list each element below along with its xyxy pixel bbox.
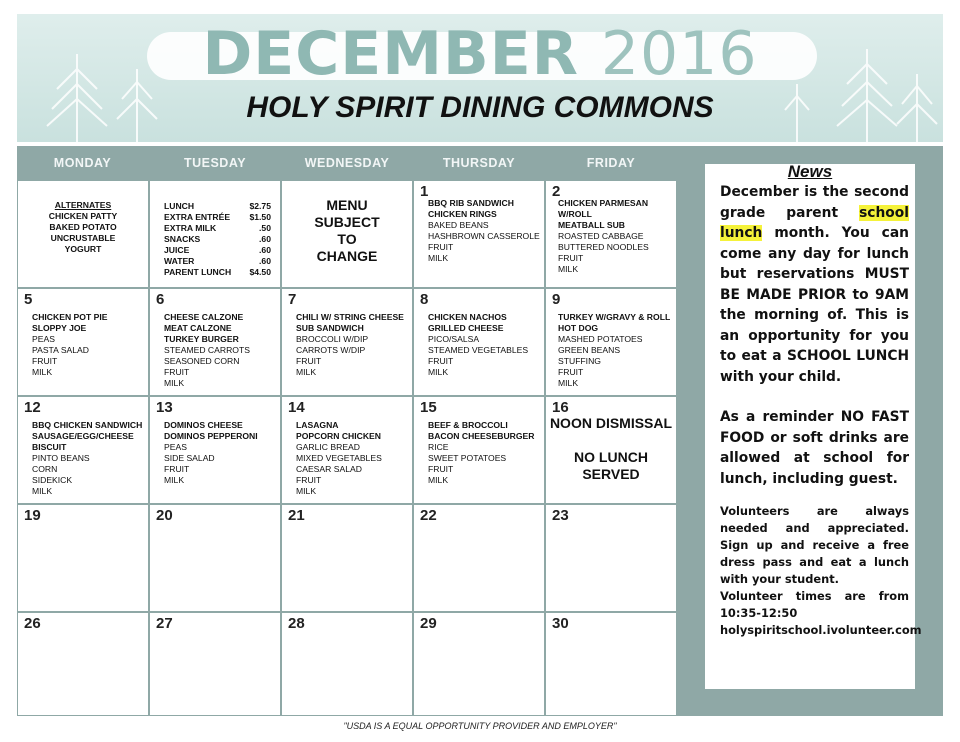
side: ROASTED CABBAGE: [558, 231, 644, 241]
price-row: [164, 245, 271, 256]
calendar-cell-day-29: [414, 613, 544, 715]
notice-line: SERVED: [582, 466, 640, 482]
side: FRUIT: [296, 356, 322, 366]
day-number: 28: [288, 615, 305, 632]
entree: MEATBALL SUB: [558, 220, 625, 230]
price-value: $1.50: [249, 212, 271, 222]
day-number: 7: [288, 291, 297, 308]
side: FRUIT: [164, 464, 190, 474]
day-number: 21: [288, 507, 305, 524]
side: CAESAR SALAD: [296, 464, 362, 474]
weekday-header-wednesday: WEDNESDAY: [304, 156, 390, 170]
entree: HOT DOG: [558, 323, 599, 333]
menu-items: [428, 312, 528, 378]
price-item: PARENT LUNCH: [164, 267, 232, 277]
side: MILK: [296, 367, 317, 377]
day-number: 20: [156, 507, 173, 524]
alternates-list: [18, 200, 148, 255]
calendar-cell-day-5: [18, 289, 148, 395]
entree: CHICKEN NACHOS: [428, 312, 507, 322]
side: MILK: [164, 475, 185, 485]
day-number: 13: [156, 399, 173, 416]
menu-items: [296, 420, 382, 497]
calendar-cell-day-6: [150, 289, 280, 395]
side: FRUIT: [558, 367, 584, 377]
list-item: UNCRUSTABLE: [50, 233, 116, 243]
price-value: .60: [259, 234, 271, 244]
notice-line: MENU: [326, 197, 368, 213]
alternates-heading: ALTERNATES: [54, 200, 112, 210]
day-number: 30: [552, 615, 569, 632]
entree: BACON CHEESEBURGER: [428, 431, 535, 441]
menu-items: [428, 198, 540, 264]
day-number: 15: [420, 399, 437, 416]
entree: CHICKEN POT PIE: [32, 312, 108, 322]
side: GARLIC BREAD: [296, 442, 360, 452]
calendar-cell-day-19: [18, 505, 148, 611]
side: BUTTERED NOODLES: [558, 242, 649, 252]
page-title: HOLY SPIRIT DINING COMMONS: [246, 91, 714, 124]
year-label: 2016: [600, 19, 758, 89]
side: BROCCOLI W/DIP: [296, 334, 369, 344]
side: SIDE SALAD: [164, 453, 215, 463]
side: PINTO BEANS: [32, 453, 90, 463]
day-number: 8: [420, 291, 429, 308]
day-number: 9: [552, 291, 561, 308]
day-number: 23: [552, 507, 569, 524]
side: MILK: [558, 264, 579, 274]
month-label: DECEMBER: [202, 19, 579, 89]
menu-items: [32, 420, 142, 497]
calendar-cell-day-27: [150, 613, 280, 715]
calendar-cell-alternates: [18, 181, 148, 287]
calendar-cell-day-8: [414, 289, 544, 395]
side: MILK: [32, 486, 53, 496]
price-item: EXTRA ENTRÉE: [164, 212, 231, 222]
side: FRUIT: [32, 356, 58, 366]
calendar-cell-day-1: [414, 181, 544, 287]
header-banner: [17, 14, 943, 142]
side: MILK: [428, 253, 449, 263]
day-number: 2: [552, 183, 561, 200]
menu-items: [164, 420, 258, 486]
side: PASTA SALAD: [32, 345, 89, 355]
day-number: 6: [156, 291, 165, 308]
day-number: 27: [156, 615, 173, 632]
price-list: [164, 201, 271, 278]
calendar-cell-day-26: [18, 613, 148, 715]
price-row: [164, 212, 271, 223]
side: SIDEKICK: [32, 475, 73, 485]
side: MILK: [428, 367, 449, 377]
notice-line: SUBJECT: [314, 214, 380, 230]
side: MASHED POTATOES: [558, 334, 643, 344]
volunteer-link[interactable]: holyspiritschool.ivolunteer.com: [720, 623, 922, 637]
list-item: BAKED POTATO: [49, 222, 117, 232]
day-number: 12: [24, 399, 41, 416]
side: SWEET POTATOES: [428, 453, 507, 463]
entree: SAUSAGE/EGG/CHEESE: [32, 431, 134, 441]
entree: CHICKEN RINGS: [428, 209, 497, 219]
entree: W/ROLL: [558, 209, 592, 219]
side: MILK: [558, 378, 579, 388]
list-item: CHICKEN PATTY: [48, 211, 118, 221]
entree: SUB SANDWICH: [296, 323, 364, 333]
calendar-cell-menu-notice: [282, 181, 412, 287]
price-value: .50: [259, 223, 271, 233]
side: MIXED VEGETABLES: [296, 453, 382, 463]
side: FRUIT: [164, 367, 190, 377]
weekday-header-friday: FRIDAY: [586, 156, 636, 170]
news-title: News: [787, 162, 833, 181]
entree: MEAT CALZONE: [164, 323, 232, 333]
highlighted-text: school lunch: [720, 204, 909, 241]
side: PEAS: [164, 442, 187, 452]
menu-items: [296, 312, 404, 378]
calendar-cell-day-22: [414, 505, 544, 611]
day-number: 1: [420, 183, 429, 200]
price-value: .60: [259, 245, 271, 255]
news-paragraph-reminder: As a reminder NO FAST FOOD or soft drinks are allowed at school for lunch, including guest.: [720, 409, 909, 487]
price-row: [164, 267, 271, 278]
day-number: 5: [24, 291, 33, 308]
side: FRUIT: [296, 475, 322, 485]
day-number: 14: [288, 399, 305, 416]
news-text: December is the second grade parent: [720, 184, 909, 221]
calendar-cell-day-9: [546, 289, 676, 395]
menu-items: [428, 420, 534, 486]
calendar-cell-day-20: [150, 505, 280, 611]
side: MILK: [164, 378, 185, 388]
menu-notice: [282, 197, 412, 265]
side: CARROTS W/DIP: [296, 345, 366, 355]
price-item: SNACKS: [164, 234, 201, 244]
menu-items: [558, 312, 670, 389]
calendar-cell-day-13: [150, 397, 280, 503]
side: STEAMED CARROTS: [164, 345, 250, 355]
menu-items: [558, 198, 649, 275]
side: CORN: [32, 464, 58, 474]
list-item: YOGURT: [64, 244, 102, 254]
side: GREEN BEANS: [558, 345, 621, 355]
entree: BBQ CHICKEN SANDWICH: [32, 420, 143, 430]
entree: GRILLED CHEESE: [428, 323, 504, 333]
footer-disclaimer: "USDA IS A EQUAL OPPORTUNITY PROVIDER AND EMPLOYER": [343, 721, 617, 731]
entree: SLOPPY JOE: [32, 323, 87, 333]
price-item: JUICE: [164, 245, 190, 255]
calendar-cell-day-2: [546, 181, 676, 287]
side: STUFFING: [558, 356, 601, 366]
notice-line: CHANGE: [316, 248, 378, 264]
weekday-header-monday: MONDAY: [53, 156, 112, 170]
calendar-cell-day-12: [18, 397, 148, 503]
calendar-cell-day-21: [282, 505, 412, 611]
news-paragraph-parent-lunch: [720, 182, 909, 387]
menu-items: [164, 312, 250, 389]
side: FRUIT: [428, 356, 454, 366]
calendar-cell-day-7: [282, 289, 412, 395]
price-item: LUNCH: [164, 201, 195, 211]
price-value: .60: [259, 256, 271, 266]
price-row: [164, 223, 271, 234]
no-lunch-notice: [546, 449, 676, 483]
entree: TURKEY BURGER: [164, 334, 239, 344]
side: PICO/SALSA: [428, 334, 480, 344]
price-row: [164, 256, 271, 267]
entree: DOMINOS CHEESE: [164, 420, 243, 430]
side: MILK: [428, 475, 449, 485]
news-text: month. You can come any day for lunch but reservations MUST BE MADE PRIOR to 9AM the morning of. This is an opportunity for you to eat a SCHOOL LUNCH with your child.: [720, 225, 909, 385]
side: PEAS: [32, 334, 55, 344]
month-title: [17, 20, 943, 88]
news-paragraph-volunteers: Volunteers are always needed and appreciated. Sign up and receive a free dress pass and eat a lunch with your student.: [720, 504, 909, 586]
price-row: [164, 201, 271, 212]
price-row: [164, 234, 271, 245]
calendar-cell-day-30: [546, 613, 676, 715]
side: BAKED BEANS: [428, 220, 489, 230]
notice-line: TO: [337, 231, 357, 247]
entree: CHICKEN PARMESAN: [558, 198, 649, 208]
day-number: 19: [24, 507, 41, 524]
entree: DOMINOS PEPPERONI: [164, 431, 258, 441]
menu-items: [32, 312, 107, 378]
calendar-cell-day-15: [414, 397, 544, 503]
side: SEASONED CORN: [164, 356, 240, 366]
entree: POPCORN CHICKEN: [296, 431, 381, 441]
side: FRUIT: [428, 464, 454, 474]
side: STEAMED VEGETABLES: [428, 345, 529, 355]
day-number: 22: [420, 507, 437, 524]
news-panel: [705, 162, 922, 689]
side: RICE: [428, 442, 449, 452]
side: FRUIT: [428, 242, 454, 252]
noon-dismissal-notice: NOON DISMISSAL: [549, 415, 673, 431]
day-number: 29: [420, 615, 437, 632]
side: FRUIT: [558, 253, 584, 263]
news-paragraph-volunteer-times: Volunteer times are from 10:35-12:50: [720, 589, 909, 620]
calendar-cell-prices: [150, 181, 280, 287]
entree: BISCUIT: [32, 442, 67, 452]
calendar-cell-day-28: [282, 613, 412, 715]
entree: CHEESE CALZONE: [164, 312, 244, 322]
weekday-header-thursday: THURSDAY: [442, 156, 516, 170]
price-value: $2.75: [249, 201, 271, 211]
entree: LASAGNA: [296, 420, 339, 430]
entree: CHILI W/ STRING CHEESE: [296, 312, 404, 322]
price-item: EXTRA MILK: [164, 223, 217, 233]
entree: BBQ RIB SANDWICH: [428, 198, 514, 208]
weekday-header-tuesday: TUESDAY: [183, 156, 247, 170]
price-value: $4.50: [249, 267, 271, 277]
entree: BEEF & BROCCOLI: [428, 420, 508, 430]
notice-line: NO LUNCH: [574, 449, 648, 465]
day-number: 16: [552, 399, 569, 416]
calendar-cell-day-14: [282, 397, 412, 503]
calendar-cell-day-23: [546, 505, 676, 611]
side: MILK: [32, 367, 53, 377]
calendar-cell-day-16: [546, 397, 676, 503]
day-number: 26: [24, 615, 41, 632]
price-item: WATER: [164, 256, 195, 266]
entree: TURKEY W/GRAVY & ROLL: [558, 312, 671, 322]
side: HASHBROWN CASSEROLE: [428, 231, 540, 241]
side: MILK: [296, 486, 317, 496]
